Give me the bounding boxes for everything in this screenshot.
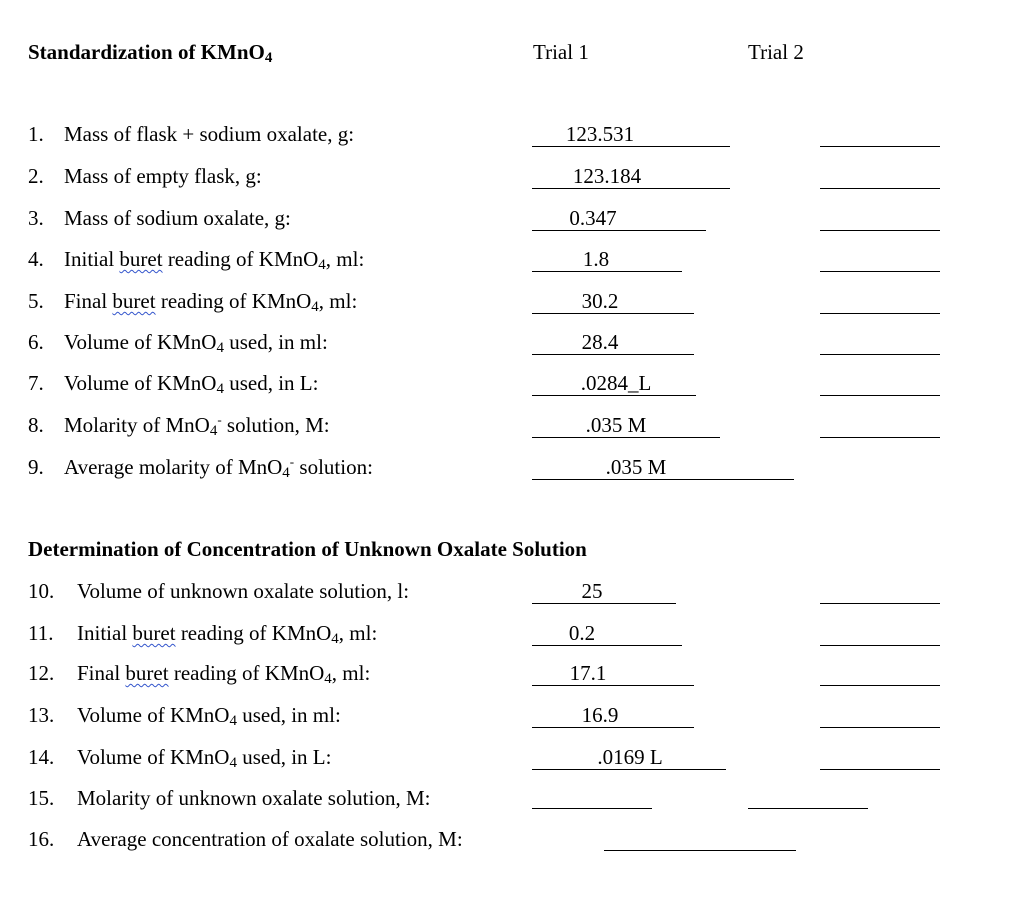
trial-2-answer-line[interactable] — [820, 146, 940, 147]
row-number: 14. — [28, 745, 55, 769]
row-number: 9. — [28, 455, 44, 479]
trial-2-answer-line[interactable] — [820, 188, 940, 189]
row-label: Final buret reading of KMnO$_4$, ml: — [64, 289, 358, 315]
row-number: 10. — [28, 579, 55, 603]
trial-2-answer-line[interactable] — [820, 313, 940, 314]
trial-1-answer: .035 M — [605, 455, 667, 479]
row-number: 4. — [28, 247, 44, 271]
row-number: 2. — [28, 164, 44, 188]
trial-1-answer: 1.8 — [582, 247, 610, 271]
trial-1-answer-line[interactable] — [532, 645, 682, 646]
trial-1-answer: 30.2 — [581, 289, 619, 313]
trial-2-answer-line[interactable] — [820, 685, 940, 686]
trial-1-answer: 123.531 — [565, 122, 635, 146]
row-label: Molarity of MnO$_4$- solution, M: — [64, 412, 330, 439]
trial-2-answer-line[interactable] — [820, 230, 940, 231]
trial-1-answer: 28.4 — [581, 330, 619, 354]
row-number: 8. — [28, 413, 44, 437]
trial-2-answer-line[interactable] — [820, 645, 940, 646]
row-number: 16. — [28, 827, 55, 851]
row-label: Volume of KMnO$_4$ used, in L: — [77, 745, 332, 771]
trial-2-answer-line[interactable] — [748, 808, 868, 809]
section-title-unknown-oxalate: Determination of Concentration of Unknown Oxalate Solution — [28, 537, 587, 561]
trial-2-answer-line[interactable] — [820, 603, 940, 604]
trial-1-answer-line[interactable] — [532, 808, 652, 809]
trial-1-answer: .0284_L — [580, 371, 652, 395]
trial-2-answer-line[interactable] — [820, 727, 940, 728]
trial-2-header: Trial 2 — [748, 40, 804, 64]
row-number: 1. — [28, 122, 44, 146]
row-number: 15. — [28, 786, 55, 810]
trial-1-header: Trial 1 — [533, 40, 589, 64]
row-number: 6. — [28, 330, 44, 354]
row-label: Initial buret reading of KMnO$_4$, ml: — [77, 621, 378, 647]
trial-1-answer: 123.184 — [572, 164, 642, 188]
trial-1-answer: 16.9 — [581, 703, 619, 727]
trial-2-answer-line[interactable] — [820, 769, 940, 770]
average-concentration-answer-line[interactable] — [604, 850, 796, 851]
trial-1-answer: .0169 L — [597, 745, 663, 769]
trial-1-answer: 25 — [581, 579, 603, 603]
row-label: Volume of KMnO$_4$ used, in ml: — [77, 703, 341, 729]
trial-1-answer: .035 M — [585, 413, 647, 437]
row-label: Mass of flask + sodium oxalate, g: — [64, 122, 355, 146]
trial-1-answer: 0.347 — [569, 206, 617, 230]
row-label: Final buret reading of KMnO$_4$, ml: — [77, 661, 371, 687]
row-number: 11. — [28, 621, 54, 645]
trial-1-answer: 17.1 — [569, 661, 607, 685]
row-number: 13. — [28, 703, 55, 727]
row-number: 12. — [28, 661, 55, 685]
trial-2-answer-line[interactable] — [820, 437, 940, 438]
row-label: Mass of sodium oxalate, g: — [64, 206, 291, 230]
trial-1-answer: 0.2 — [568, 621, 596, 645]
trial-2-answer-line[interactable] — [820, 271, 940, 272]
row-label: Average concentration of oxalate solution, M: — [77, 827, 463, 851]
row-label: Mass of empty flask, g: — [64, 164, 262, 188]
row-label: Volume of unknown oxalate solution, l: — [77, 579, 410, 603]
row-label: Volume of KMnO$_4$ used, in L: — [64, 371, 319, 397]
row-number: 3. — [28, 206, 44, 230]
trial-2-answer-line[interactable] — [820, 354, 940, 355]
row-label: Average molarity of MnO$_4$- solution: — [64, 454, 373, 481]
trial-2-answer-line[interactable] — [820, 395, 940, 396]
row-label: Initial buret reading of KMnO$_4$, ml: — [64, 247, 365, 273]
row-number: 7. — [28, 371, 44, 395]
row-label: Molarity of unknown oxalate solution, M: — [77, 786, 431, 810]
row-label: Volume of KMnO$_4$ used, in ml: — [64, 330, 328, 356]
row-number: 5. — [28, 289, 44, 313]
section-title-standardization: Standardization of KMnO$_4$ — [28, 40, 273, 66]
